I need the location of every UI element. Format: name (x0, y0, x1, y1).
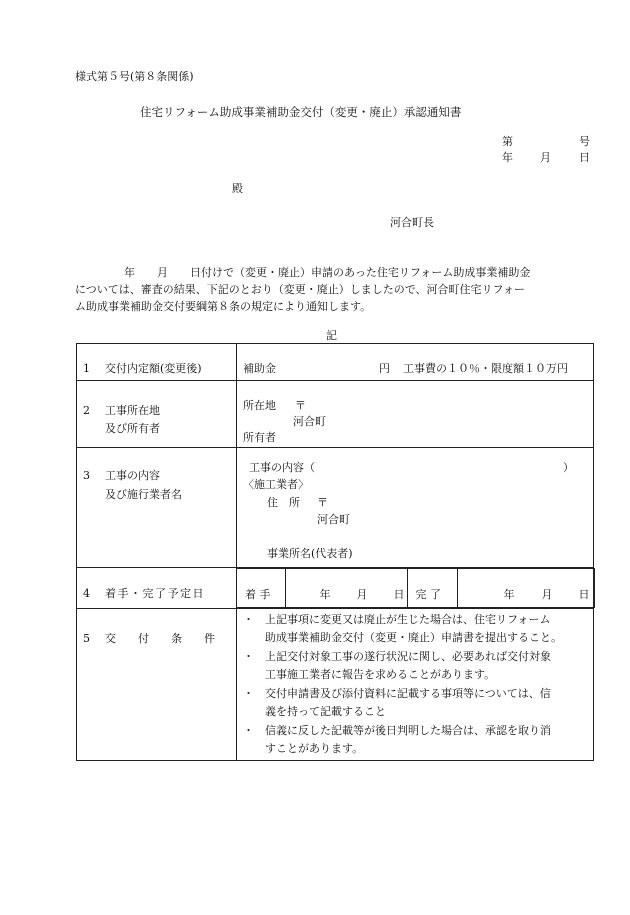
start-day: 日 (393, 588, 405, 601)
row3-label-2: 及び施行業者名 (105, 488, 182, 501)
date-day: 日 (579, 151, 590, 164)
end-year: 年 (503, 588, 515, 601)
contractor-postal-mark: 〒 (317, 496, 328, 509)
body-line-2: については、審査の結果、下記のとおり（変更・廃止）しましたので、河合町住宅リフォー (75, 283, 526, 296)
row4-label: 着手・完了予定日 (105, 587, 205, 600)
row1-value-cell (237, 344, 594, 381)
contractor-town: 河合町 (317, 513, 350, 526)
row5-label-cell (77, 609, 237, 761)
doc-number-label: 第 (502, 135, 513, 148)
end-day: 日 (578, 588, 590, 601)
work-content-label: 工事の内容（ (249, 461, 315, 474)
table-row (77, 568, 594, 609)
row5-label: 交 付 条 件 (105, 632, 215, 645)
date-year: 年 (502, 151, 513, 164)
table-row (77, 448, 594, 568)
row1-label-cell (77, 344, 237, 381)
condition-line: 工事施工業者に報告を求めることがあります。 (243, 668, 496, 681)
row4-number: 4 (83, 587, 90, 600)
row3-number: 3 (83, 469, 90, 482)
start-year: 年 (319, 588, 331, 601)
row3-label-1: 工事の内容 (105, 469, 160, 482)
location-label: 所在地 (243, 399, 276, 412)
row1-number: 1 (83, 362, 90, 375)
row2-label-2: 及び所有者 (105, 422, 160, 435)
condition-line: ・ 交付申請書及び添付資料に記載する事項等については、信 (243, 687, 551, 700)
condition-line: 義を持って記載すること (243, 705, 386, 718)
row4-value-cell (237, 568, 594, 609)
condition-line: ・ 上記事項に変更又は廃止が生じた場合は、住宅リフォーム (243, 613, 551, 626)
table-row (77, 381, 594, 448)
owner-label: 所有者 (243, 431, 276, 444)
ki-heading: 記 (326, 329, 337, 342)
row3-label-cell (77, 448, 237, 568)
body-line-3: ム助成事業補助金交付要綱第８条の規定により通知します。 (75, 300, 372, 313)
condition-line: ・ 信義に反した記載等が後日判明した場合は、承認を取り消 (243, 724, 551, 737)
row1-label: 交付内定額(変更後) (105, 362, 202, 375)
contractor-heading: 〈施工業者〉 (243, 478, 309, 491)
subsidy-label: 補助金 (243, 362, 276, 375)
row2-value-cell (237, 381, 594, 448)
row4-label-cell (77, 568, 237, 609)
location-town: 河合町 (293, 415, 326, 428)
table-row (77, 609, 594, 761)
business-name-label: 事業所名(代表者) (267, 547, 353, 560)
issuer-name: 河合町長 (390, 216, 434, 229)
end-label: 完 了 (415, 588, 441, 601)
condition-line: 助成事業補助金交付（変更・廃止）申請書を提出すること。 (243, 631, 562, 644)
doc-number-suffix: 号 (579, 135, 590, 148)
work-content-close: ） (563, 461, 574, 474)
date-month: 月 (540, 151, 551, 164)
subsidy-note: 工事費の１０％・限度額１０万円 (403, 362, 568, 375)
row3-value-cell (237, 448, 594, 568)
start-label: 着 手 (245, 588, 271, 601)
form-number: 様式第５号(第８条関係) (75, 70, 194, 83)
yen-unit: 円 (379, 362, 390, 375)
row2-label-1: 工事所在地 (105, 404, 160, 417)
end-month: 月 (541, 588, 553, 601)
start-month: 月 (356, 588, 368, 601)
schedule-subtable (237, 568, 595, 608)
body-line-1: 年 月 日付けで（変更・廃止）申請のあった住宅リフォーム助成事業補助金 (124, 266, 531, 279)
row2-label-cell (77, 381, 237, 448)
addressee-suffix: 殿 (232, 182, 243, 195)
row5-number: 5 (83, 632, 90, 645)
postal-mark: 〒 (295, 399, 306, 412)
details-table (76, 343, 594, 761)
condition-line: ・ 上記交付対象工事の遂行状況に関し、必要あれば交付対象 (243, 650, 551, 663)
condition-line: すことがあります。 (243, 742, 364, 755)
row5-value-cell (237, 609, 594, 761)
contractor-address-label: 住 所 (267, 496, 300, 509)
document-title: 住宅リフォーム助成事業補助金交付（変更・廃止）承認通知書 (140, 105, 462, 119)
row2-number: 2 (83, 404, 90, 417)
table-row (77, 344, 594, 381)
